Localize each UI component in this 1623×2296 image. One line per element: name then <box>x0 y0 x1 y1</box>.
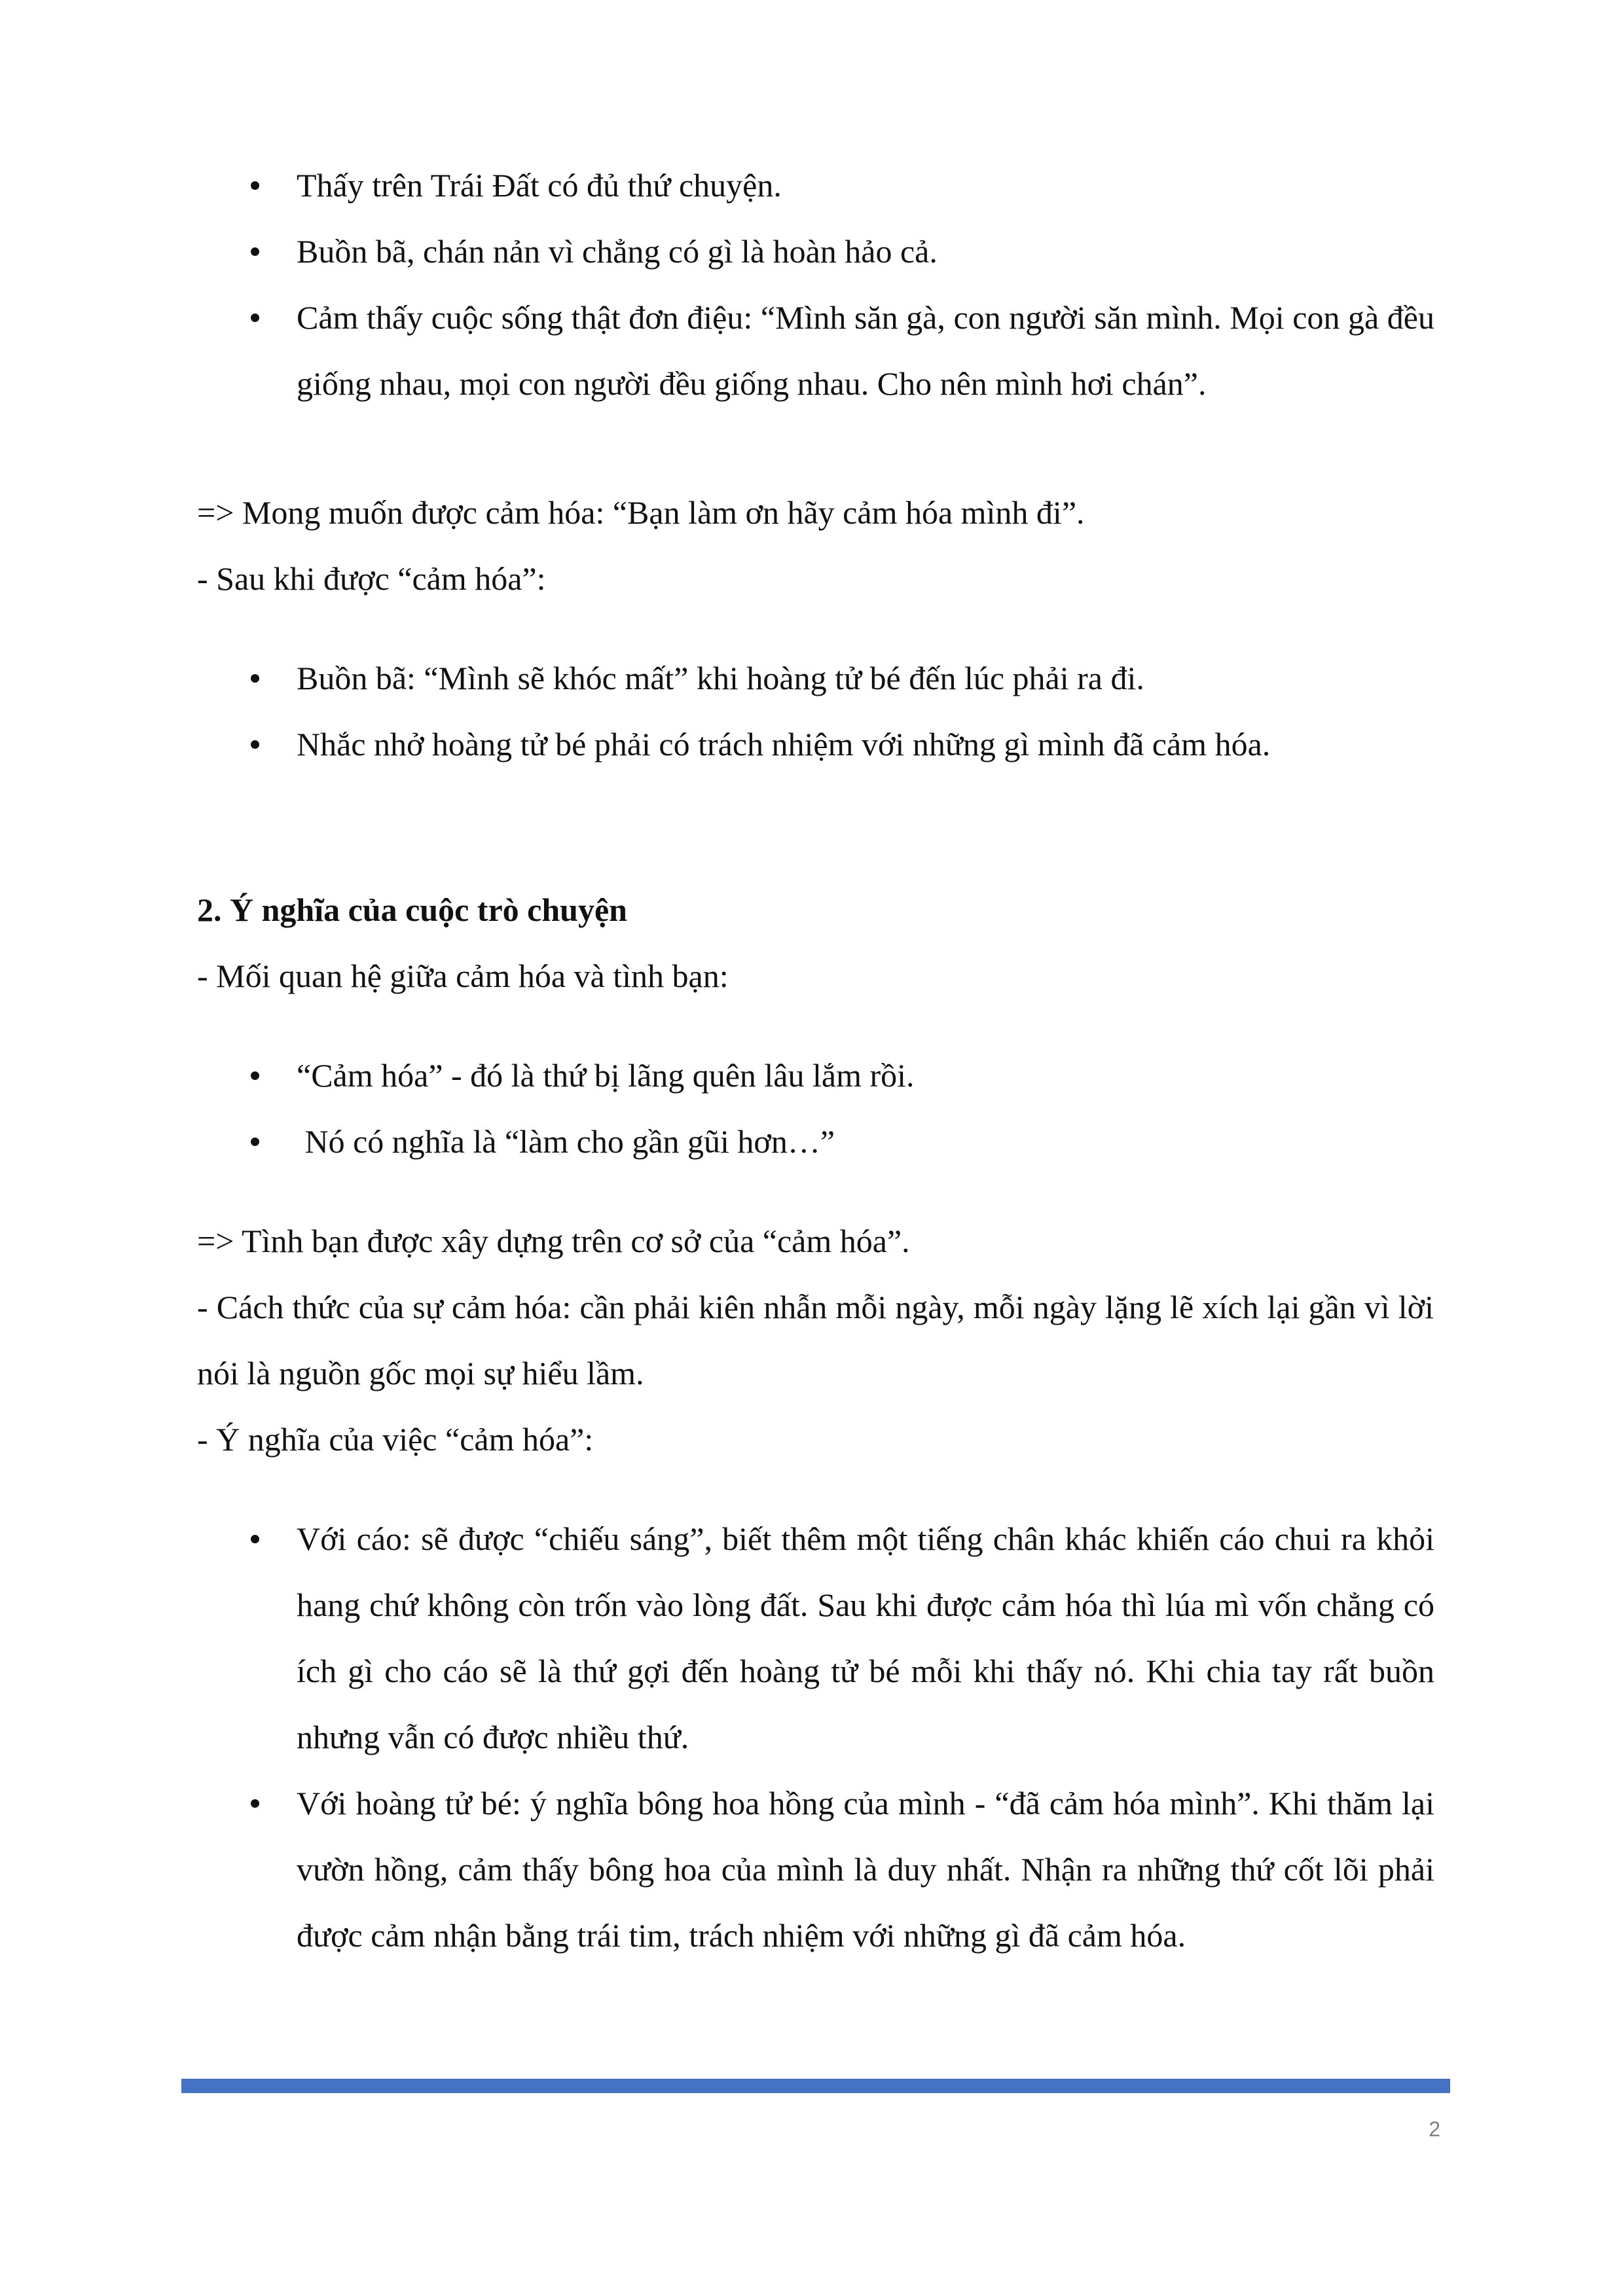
list-item: Buồn bã: “Mình sẽ khóc mất” khi hoàng tử bé đến lúc phải ra đi. <box>0 645 1623 711</box>
bullet-icon <box>251 740 259 749</box>
paragraph-moi-quan-he: - Mối quan hệ giữa cảm hóa và tình bạn: <box>197 958 729 994</box>
paragraph-tinh-ban: => Tình bạn được xây dựng trên cơ sở của “cảm hóa”. <box>197 1223 910 1259</box>
bullet-icon <box>251 1071 259 1080</box>
bullet-list-fox-feelings <box>0 152 1623 417</box>
bullet-icon <box>251 1138 259 1146</box>
paragraph-y-nghia-viec: - Ý nghĩa của việc “cảm hóa”: <box>197 1421 594 1458</box>
list-item: Với cáo: sẽ được “chiếu sáng”, biết thêm một tiếng chân khác khiến cáo chui ra khỏi hang chứ không còn trốn vào lòng đất. Sau khi được cảm hóa thì lúa mì vốn chẳng có ích gì cho cáo sẽ là thứ gợi đến hoàng tử bé mỗi khi thấy nó. Khi chia tay rất buồn nhưng vẫn có được nhiều thứ. <box>0 1506 1623 1770</box>
list-item: Cảm thấy cuộc sống thật đơn điệu: “Mình săn gà, con người săn mình. Mọi con gà đều giống nhau, mọi con người đều giống nhau. Cho nên mình hơi chán”. <box>0 285 1623 417</box>
list-item: Nó có nghĩa là “làm cho gần gũi hơn…” <box>0 1109 1623 1175</box>
paragraph-sau-khi: - Sau khi được “cảm hóa”: <box>197 560 546 597</box>
bullet-icon <box>251 247 259 256</box>
bullet-icon <box>251 314 259 322</box>
footer-rule <box>181 2079 1450 2093</box>
bullet-list-taming-meaning <box>0 1043 1623 1175</box>
bullet-icon <box>251 1799 259 1808</box>
section-heading: 2. Ý nghĩa của cuộc trò chuyện <box>197 891 627 928</box>
bullet-icon <box>251 1535 259 1543</box>
bullet-list-after-taming <box>0 645 1623 778</box>
paragraph-cach-thuc: - Cách thức của sự cảm hóa: cần phải kiên nhẫn mỗi ngày, mỗi ngày lặng lẽ xích lại gần vì lời nói là nguồn gốc mọi sự hiểu lầm. <box>197 1289 1434 1391</box>
bullet-icon <box>251 181 259 190</box>
list-item: Thấy trên Trái Đất có đủ thứ chuyện. <box>0 152 1623 219</box>
page-number: 2 <box>1429 2117 1440 2141</box>
list-item: Buồn bã, chán nản vì chẳng có gì là hoàn hảo cả. <box>0 219 1623 285</box>
list-item: Với hoàng tử bé: ý nghĩa bông hoa hồng của mình - “đã cảm hóa mình”. Khi thăm lại vườn hồng, cảm thấy bông hoa của mình là duy nhất. Nhận ra những thứ cốt lõi phải được cảm nhận bằng trái tim, trách nhiệm với những gì đã cảm hóa. <box>0 1770 1623 1969</box>
list-item: Nhắc nhở hoàng tử bé phải có trách nhiệm với những gì mình đã cảm hóa. <box>0 711 1623 778</box>
paragraph-mong-muon: => Mong muốn được cảm hóa: “Bạn làm ơn hãy cảm hóa mình đi”. <box>197 494 1085 531</box>
bullet-icon <box>251 674 259 683</box>
list-item: “Cảm hóa” - đó là thứ bị lãng quên lâu lắm rồi. <box>0 1043 1623 1109</box>
bullet-list-significance <box>0 1506 1623 1969</box>
